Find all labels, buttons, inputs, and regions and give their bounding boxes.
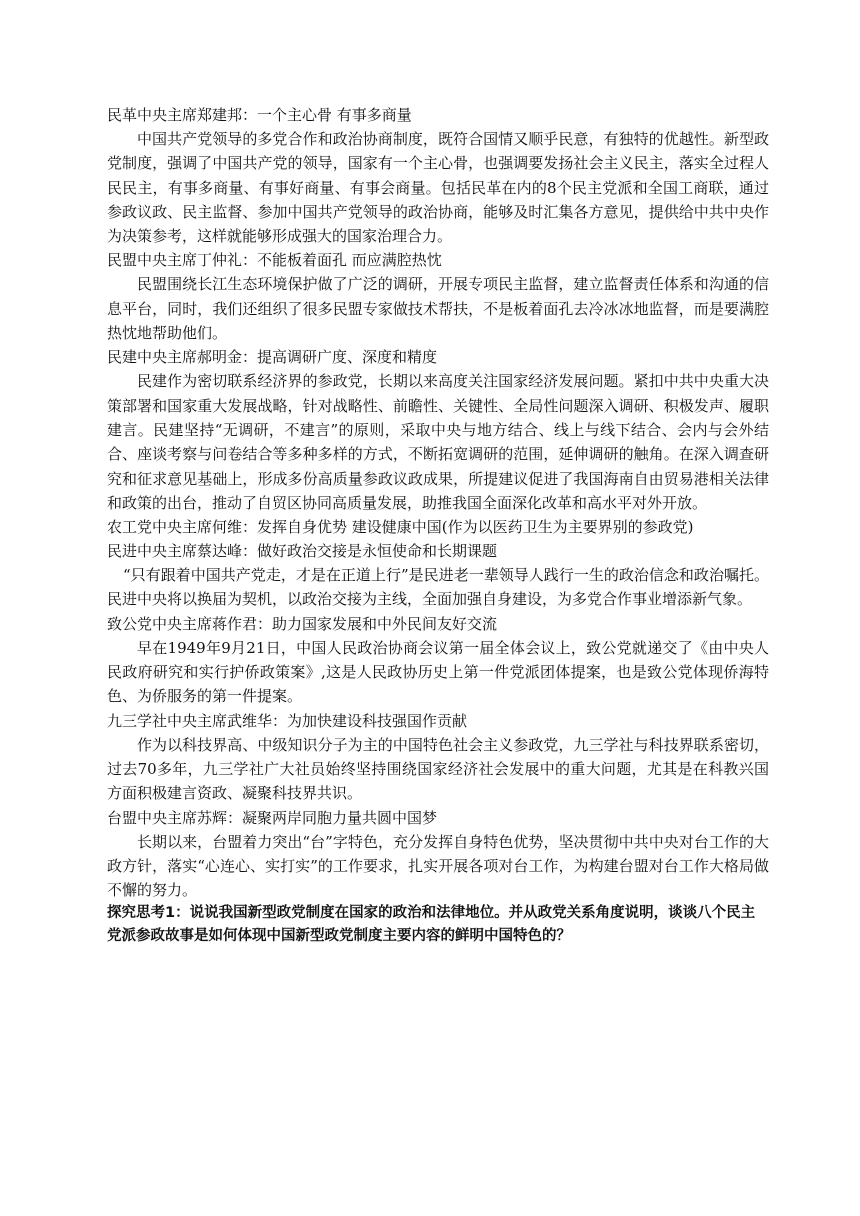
section-heading-zhigong: 致公党中央主席蒋作君：助力国家发展和中外民间友好交流 [107, 614, 498, 633]
section-heading-nonggong: 农工党中央主席何维：发挥自身优势 建设健康中国(作为以医药卫生为主要界别的参政党) [107, 518, 694, 537]
section-body-minmeng: 民盟围绕长江生态环境保护做了广泛的调研，开展专项民主监督，建立监督责任体系和沟通的信息平台，同时，我们还组织了很多民盟专家做技术帮扶，不是板着面孔去冷冰冰地监督，而是要满腔热忱地帮助他们。 [107, 275, 769, 343]
section-body-minjian: 民建作为密切联系经济界的参政党，长期以来高度关注国家经济发展问题。紧扣中共中央重大决策部署和国家重大发展战略，针对战略性、前瞻性、关键性、全局性问题深入调研、积极发声、履职建言。民建坚持“无调研，不建言”的原则，采取中央与地方结合、线上与线下结合、会内与会外结合、座谈考察与问卷结合等多种多样的方式，不断拓宽调研的范围，延伸调研的触角。在深入调查研究和征求意见基础上，形成多份高质量参政议政成果，所提建议促进了我国海南自由贸易港相关法律和政策的出台，推动了自贸区协同高质量发展，助推我国全面深化改革和高水平对外开放。 [107, 372, 769, 512]
section-heading-taimeng: 台盟中央主席苏辉：凝聚两岸同胞力量共圆中国梦 [107, 808, 438, 827]
section-body-jiusan: 作为以科技界高、中级知识分子为主的中国特色社会主义参政党，九三学社与科技界联系密切，过去70多年，九三学社广大社员始终坚持围绕国家经济社会发展中的重大问题，尤其是在科教兴国方面积极建言资政、凝聚科技界共识。 [107, 735, 769, 803]
inquiry-question: 探究思考1：说说我国新型政党制度在国家的政治和法律地位。并从政党关系角度说明，谈谈八个民主党派参政故事是如何体现中国新型政党制度主要内容的鲜明中国特色的？ [107, 905, 756, 945]
document-page [107, 103, 769, 948]
section-heading-minmeng: 民盟中央主席丁仲礼：不能板着面孔 而应满腔热忱 [107, 251, 442, 270]
section-heading-minjian: 民建中央主席郝明金：提高调研广度、深度和精度 [107, 348, 438, 367]
section-body-minge: 中国共产党领导的多党合作和政治协商制度，既符合国情又顺乎民意，有独特的优越性。新型政党制度，强调了中国共产党的领导，国家有一个主心骨，也强调要发扬社会主义民主，落实全过程人民民主，有事多商量、有事好商量、有事会商量。包括民革在内的8个民主党派和全国工商联，通过参政议政、民主监督、参加中国共产党领导的政治协商，能够及时汇集各方意见，提供给中共中央作为决策参考，这样就能够形成强大的国家治理合力。 [107, 130, 769, 246]
section-body-zhigong: 早在1949年9月21日，中国人民政治协商会议第一届全体会议上，致公党就递交了《由中央人民政府研究和实行护侨政策案》,这是人民政协历史上第一件党派团体提案，也是致公党体现侨海特色、为侨服务的第一件提案。 [107, 638, 769, 706]
section-body-minjin: “只有跟着中国共产党走，才是在正道上行”是民进老一辈领导人践行一生的政治信念和政治嘱托。民进中央将以换届为契机，以政治交接为主线，全面加强自身建设，为多党合作事业增添新气象。 [107, 566, 769, 609]
section-heading-minge: 民革中央主席郑建邦：一个主心骨 有事多商量 [107, 106, 412, 124]
section-body-taimeng: 长期以来，台盟着力突出“台”字特色，充分发挥自身特色优势，坚决贯彻中共中央对台工作的大政方针，落实“心连心、实打实”的工作要求，扎实开展各项对台工作，为构建台盟对台工作大格局做不懈的努力。 [107, 832, 769, 900]
section-heading-jiusan: 九三学社中央主席武维华：为加快建设科技强国作贡献 [107, 711, 468, 730]
section-heading-minjin: 民进中央主席蔡达峰：做好政治交接是永恒使命和长期课题 [107, 542, 498, 561]
